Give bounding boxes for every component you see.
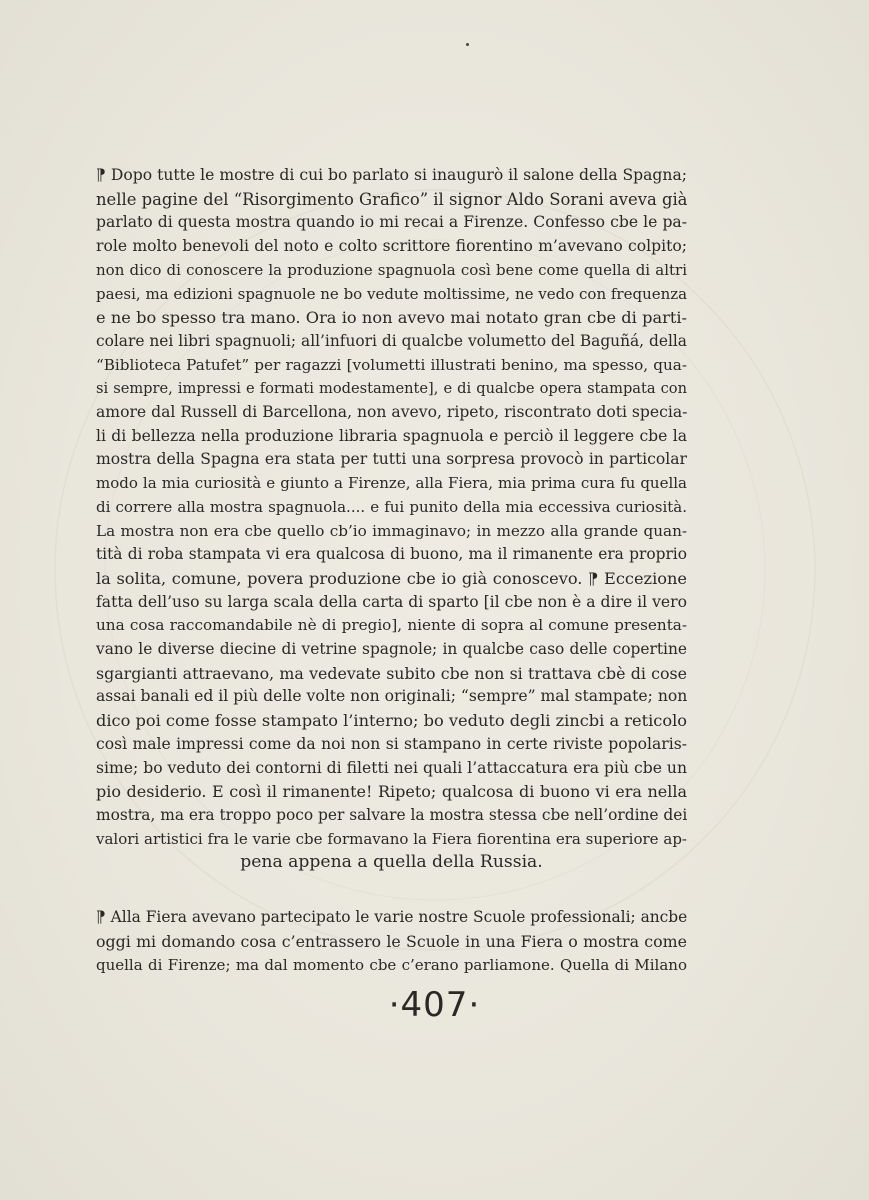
text-line: li di bellezza nella produzione libraria spagnuola e perciò il leggere cbe la: [96, 426, 687, 445]
paragraph-2: [96, 906, 687, 977]
paragraph-gap: [96, 875, 687, 906]
text-line: quella di Firenze; ma dal momento cbe c’erano parliamone. Quella di Milano: [96, 955, 687, 974]
text-line: oggi mi domando cosa c’entrassero le Scuole in una Fiera o mostra come: [96, 931, 687, 951]
text-line: paesi, ma edizioni spagnuole ne bo vedute moltissime, ne vedo con frequenza: [96, 284, 688, 303]
text-line: una cosa raccomandabile nè di pregio], niente di sopra al comune presenta-: [96, 616, 687, 635]
text-line: ⁋ Dopo tutte le mostre di cui bo parlato si inaugurò il salone della Spagna;: [96, 166, 687, 184]
text-line: e ne bo spesso tra mano. Ora io non avevo mai notato gran cbe di parti-: [96, 308, 687, 328]
text-line: amore dal Russell di Barcellona, non avevo, ripeto, riscontrato doti specia-: [96, 403, 688, 422]
text-line: assai banali ed il più delle volte non originali; “sempre” mal stampate; non: [96, 687, 688, 706]
text-line: sime; bo veduto dei contorni di filetti nei quali l’attaccatura era più cbe un: [96, 758, 687, 777]
text-line: La mostra non era cbe quello cb’io immaginavo; in mezzo alla grande quan-: [96, 521, 687, 540]
text-line: si sempre, impressi e formati modestamente], e di qualcbe opera stampata con: [96, 380, 687, 398]
text-line: tità di roba stampata vi era qualcosa di buono, ma il rimanente era proprio: [96, 545, 687, 564]
text-line: di correre alla mostra spagnuola.... e fui punito della mia eccessiva curiosità.: [96, 497, 687, 516]
body-text: [96, 164, 687, 977]
page-number: ·407·: [388, 985, 481, 1025]
text-line: così male impressi come da noi non si stampano in certe riviste popolaris-: [96, 734, 687, 753]
text-line: fatta dell’uso su larga scala della carta di sparto [il cbe non è a dire il vero: [96, 592, 687, 611]
text-line: mostra della Spagna era stata per tutti una sorpresa provocò in particolar: [96, 450, 687, 469]
text-line: ⁋ Alla Fiera avevano partecipato le varie nostre Scuole professionali; ancbe: [96, 908, 688, 927]
text-line: colare nei libri spagnuoli; all’infuori di qualcbe volumetto del Baguñá, della: [96, 331, 687, 350]
text-line: non dico di conoscere la produzione spagnuola così bene come quella di altri: [96, 260, 687, 279]
text-line: “Biblioteca Patufet” per ragazzi [volumetti illustrati benino, ma spesso, qua-: [96, 355, 687, 374]
text-line: la solita, comune, povera produzione cbe io già conoscevo. ⁋ Eccezione: [96, 568, 687, 588]
text-line: role molto benevoli del noto e colto scrittore fiorentino m’avevano colpito;: [96, 237, 687, 256]
text-line: sgargianti attraevano, ma vedevate subito cbe non si trattava cbè di cose: [96, 663, 687, 683]
paragraph-1: [96, 164, 687, 875]
text-line: nelle pagine del “Risorgimento Grafico” il signor Aldo Sorani aveva già: [96, 189, 688, 209]
text-line: dico poi come fosse stampato l’interno; bo veduto degli zincbi a reticolo: [96, 711, 688, 731]
text-line: modo la mia curiosità e giunto a Firenze, alla Fiera, mia prima cura fu quella: [96, 474, 687, 493]
text-line: vano le diverse diecine di vetrine spagnole; in qualcbe caso delle copertine: [96, 640, 687, 659]
text-line: valori artistici fra le varie cbe formavano la Fiera fiorentina era superiore ap-: [96, 829, 687, 848]
text-line: pio desiderio. E così il rimanente! Ripeto; qualcosa di buono vi era nella: [96, 782, 687, 802]
ink-speck: [466, 43, 469, 46]
text-line: parlato di questa mostra quando io mi recai a Firenze. Confesso cbe le pa-: [96, 213, 687, 232]
text-line: mostra, ma era troppo poco per salvare la mostra stessa cbe nell’ordine dei: [96, 805, 688, 824]
text-line-last: pena appena a quella della Russia.: [240, 852, 543, 873]
